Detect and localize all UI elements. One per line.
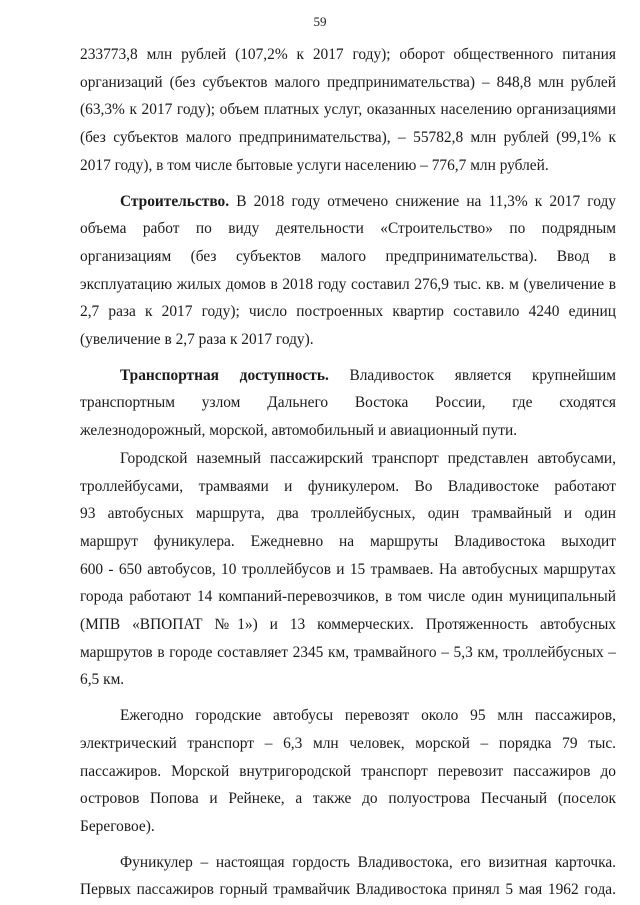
transport-heading: Транспортная доступность. [120, 366, 329, 384]
text-line: 600 - 650 автобусов, 10 троллейбусов и 15 трамваев. На автобусных маршрутах [80, 560, 616, 578]
text-line: города работают 14 компаний-перевозчиков, в том числе один муниципальный [80, 588, 616, 606]
text-line: организаций (без субъектов малого предпринимательства) – 848,8 млн рублей [80, 73, 616, 91]
text-line: (увеличение в 2,7 раза к 2017 году). [80, 331, 314, 349]
text-line: Городской наземный пассажирский транспорт представлен автобусами, [120, 449, 616, 467]
text-line: Первых пассажиров горный трамвайчик Владивостока принял 5 мая 1962 года. [80, 881, 616, 899]
text-line: объема работ по виду деятельности «Строительство» по подрядным [80, 220, 616, 238]
text-line: троллейбусами, трамваями и фуникулером. Во Владивостоке работают [80, 477, 616, 495]
paragraph-public-transport [80, 445, 616, 694]
text-line: (63,3% к 2017 году); объем платных услуг, оказанных населению организациями [80, 101, 616, 119]
text-run: Владивосток является крупнейшим [328, 366, 616, 384]
text-line: Ежегодно городские автобусы перевозят около 95 млн пассажиров, [120, 707, 616, 725]
text-line: 2017 году), в том числе бытовые услуги населению – 776,7 млн рублей. [80, 156, 549, 174]
text-line: островов Попова и Рейнеке, а также до полуострова Песчаный (поселок [80, 790, 616, 808]
paragraph-construction [80, 188, 616, 354]
text-line: Фуникулер – настоящая гордость Владивостока, его визитная карточка. [120, 853, 616, 871]
text-line: пассажиров. Морской внутригородской транспорт перевозит пассажиров до [80, 762, 616, 780]
text-line: эксплуатацию жилых домов в 2018 году составил 276,9 тыс. кв. м (увеличение в [80, 275, 616, 293]
text-run: В 2018 году отмечено снижение на 11,3% к 2017 году [229, 192, 616, 210]
text-line [80, 362, 616, 390]
text-line: (без субъектов малого предпринимательства), – 55782,8 млн рублей (99,1% к [80, 129, 616, 147]
text-line: железнодорожный, морской, автомобильный и авиационный пути. [80, 422, 518, 440]
text-line: 2,7 раза к 2017 году); число построенных квартир составило 4240 единиц [80, 303, 616, 321]
text-line: 233773,8 млн рублей (107,2% к 2017 году); оборот общественного питания [80, 46, 616, 63]
text-line: 6,5 км. [80, 671, 125, 689]
text-line: маршрут фуникулера. Ежедневно на маршруты Владивостока выходит [80, 532, 616, 550]
page-number: 59 [313, 14, 327, 29]
text-line: (МПВ «ВПОПАТ №1») и 13 коммерческих. Протяженность автобусных [80, 616, 616, 634]
text-line: 93 автобусных маршрута, два троллейбусных, один трамвайный и один [80, 505, 616, 523]
paragraph-passengers [80, 702, 616, 841]
paragraph-retail-services [80, 41, 616, 180]
text-line [80, 188, 616, 216]
text-line: маршрутов в городе составляет 2345 км, трамвайного – 5,3 км, троллейбусных – [80, 643, 616, 661]
construction-heading: Строительство. [120, 192, 230, 210]
text-line: транспортным узлом Дальнего Востока России, где сходятся [80, 394, 616, 412]
text-line: электрический транспорт – 6,3 млн человек, морской – порядка 79 тыс. [80, 734, 616, 752]
text-line: организациям (без субъектов малого предпринимательства). Ввод в [80, 247, 616, 265]
text-line: Береговое). [80, 817, 155, 835]
document-body [80, 41, 616, 904]
paragraph-transport [80, 362, 616, 445]
paragraph-funicular [80, 849, 616, 904]
